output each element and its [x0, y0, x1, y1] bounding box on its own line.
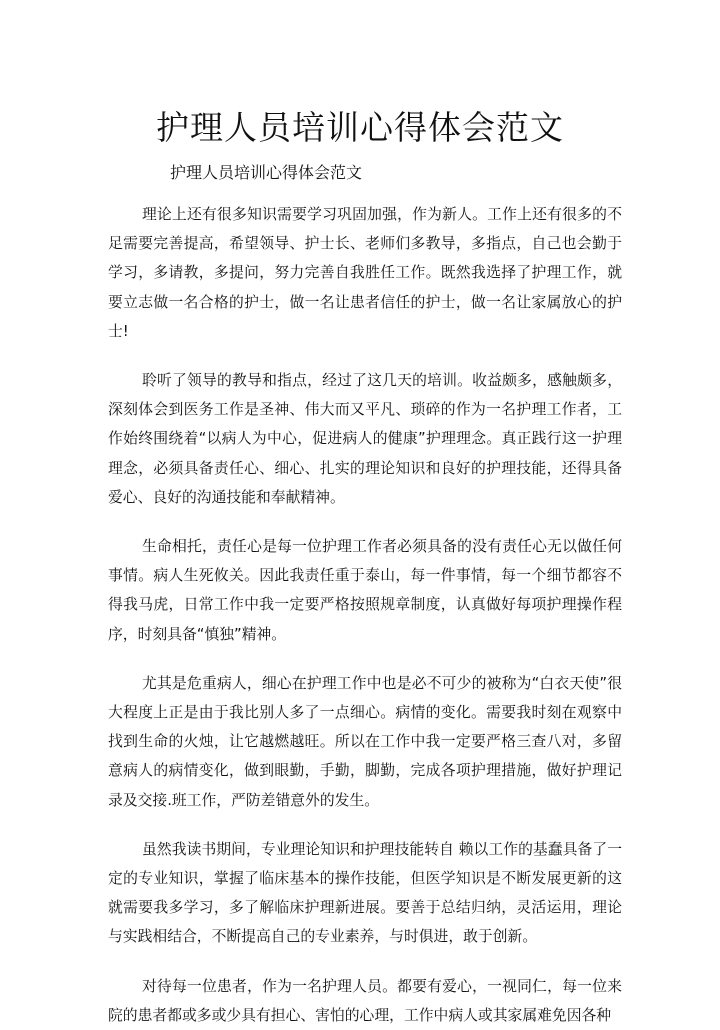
- document-subtitle: 护理人员培训心得体会范文: [170, 163, 363, 182]
- paragraph-6: 对待每一位患者，作为一名护理人员。都要有爱心，一视同仁，每一位来院的患者都或多或少具有担心、害怕的心理，工作中病人或其家属难免因各种: [108, 977, 622, 1024]
- paragraph-2: 聆听了领导的教导和指点，经过了这几天的培训。收益颇多，感触颇多，深刻体会到医务工作是圣神、伟大而又平凡、琐碎的作为一名护理工作者，工作始终围绕着“以病人为中心，促进病人的健康”护理理念。真正践行这一护理理念，必须具备责任心、细心、扎实的理论知识和良好的护理技能，还得具备爱心、良好的沟通技能和奉献精神。: [108, 372, 622, 506]
- paragraph-1: 理论上还有很多知识需要学习巩固加强，作为新人。工作上还有很多的不足需要完善提高，希望领导、护士长、老师们多教导，多指点，自己也会勤于学习，多请教，多提问，努力完善自我胜任工作。既然我选择了护理工作，就要立志做一名合格的护士，做一名让患者信任的护士，做一名让家属放心的护士!: [108, 206, 622, 340]
- paragraph-3: 生命相托，责任心是每一位护理工作者必须具备的没有责任心无以做任何事情。病人生死攸关。因此我责任重于泰山，每一件事情，每一个细节都容不得我马虎，日常工作中我一定要严格按照规章制度，认真做好每项护理操作程序，时刻具备“慎独”精神。: [108, 538, 622, 643]
- document-title: 护理人员培训心得体会范文: [156, 108, 564, 147]
- paragraph-5: 虽然我读书期间，专业理论知识和护理技能转自 赖以工作的基蠢具备了一定的专业知识，掌握了临床基本的操作技能，但医学知识是不断发展更新的这就需要我多学习，多了解临床护理新进展。要善于总结归纳，灵活运用，理论与实践相结合，不断提高自己的专业素养，与时俱进，敢于创新。: [108, 840, 622, 946]
- paragraph-4: 尤其是危重病人，细心在护理工作中也是必不可少的被称为“白衣天使”很大程度上正是由于我比别人多了一点细心。病情的变化。需要我时刻在观察中找到生命的火烛，让它越燃越旺。所以在工作中我一定要严格三查八对，多留意病人的病情变化，做到眼勤，手勤，脚勤，完成各项护理措施，做好护理记录及交接.班工作，严防差错意外的发生。: [108, 674, 622, 809]
- document-body: [108, 200, 622, 1024]
